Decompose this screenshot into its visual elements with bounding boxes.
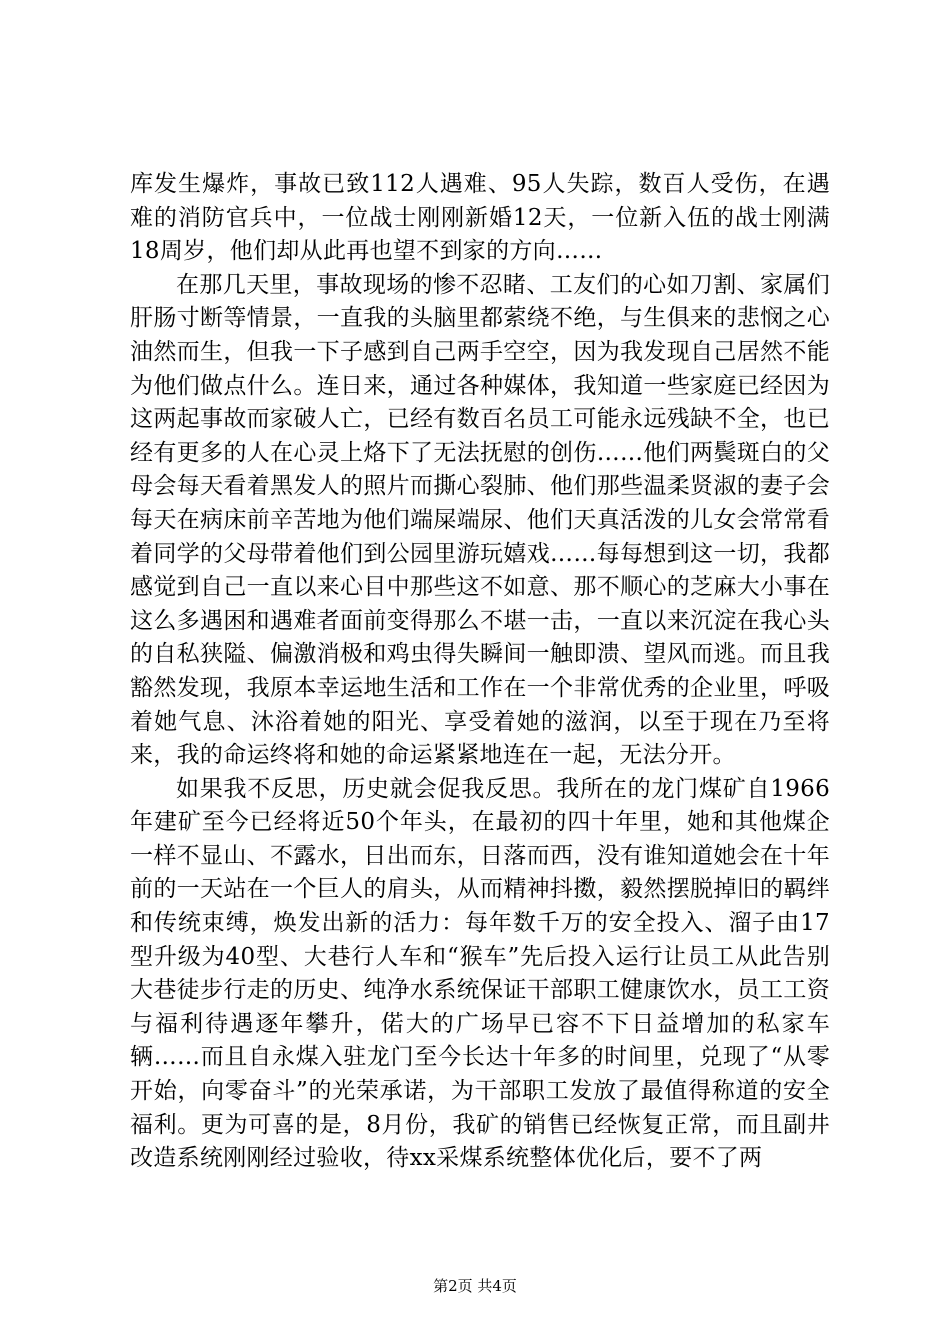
- paragraph-mine-history: 如果我不反思，历史就会促我反思。我所在的龙门煤矿自1966年建矿至今已经将近50个年头，在最初的四十年里，她和其他煤企一样不显山、不露水，日出而东，日落而西，没有谁知道她会在十年前的一天站在一个巨人的肩头，从而精神抖擞，毅然摆脱掉旧的羁绊和传统束缚，焕发出新的活力：每年数千万的安全投入、溜子由17型升级为40型、大巷行人车和“猴车”先后投入运行让员工从此告别大巷徒步行走的历史、纯净水系统保证干部职工健康饮水，员工工资与福利待遇逐年攀升，偌大的广场早已容不下日益增加的私家车辆……而且自永煤入驻龙门至今长达十年多的时间里，兑现了“从零开始，向零奋斗”的光荣承诺，为干部职工发放了最值得称道的安全福利。更为可喜的是，8月份，我矿的销售已经恢复正常，而且副井改造系统刚刚经过验收，待xx采煤系统整体优化后，要不了两: [130, 775, 830, 1172]
- body-text: [130, 168, 830, 1176]
- paragraph-reflection: 在那几天里，事故现场的惨不忍睹、工友们的心如刀割、家属们肝肠寸断等情景，一直我的头脑里都萦绕不绝，与生俱来的悲悯之心油然而生，但我一下子感到自己两手空空，因为我发现自己居然不能为他们做点什么。连日来，通过各种媒体，我知道一些家庭已经因为这两起事故而家破人亡，已经有数百名员工可能永远残缺不全，也已经有更多的人在心灵上烙下了无法抚慰的创伤……他们两鬓斑白的父母会每天看着黑发人的照片而撕心裂肺、他们那些温柔贤淑的妻子会每天在病床前辛苦地为他们端屎端尿、他们天真活泼的儿女会常常看着同学的父母带着他们到公园里游玩嬉戏……每每想到这一切，我都感觉到自己一直以来心目中那些这不如意、那不顺心的芝麻大小事在这么多遇困和遇难者面前变得那么不堪一击，一直以来沉淀在我心头的自私狭隘、偏激消极和鸡虫得失瞬间一触即溃、望风而逃。而且我豁然发现，我原本幸运地生活和工作在一个非常优秀的企业里，呼吸着她气息、沐浴着她的阳光、享受着她的滋润，以至于现在乃至将来，我的命运终将和她的命运紧紧地连在一起，无法分开。: [130, 271, 830, 769]
- page-footer: 第2页 共4页: [433, 1277, 517, 1295]
- paragraph-continued: 库发生爆炸，事故已致112人遇难、95人失踪，数百人受伤，在遇难的消防官兵中，一位战士刚刚新婚12天，一位新入伍的战士刚满18周岁，他们却从此再也望不到家的方向……: [130, 171, 830, 265]
